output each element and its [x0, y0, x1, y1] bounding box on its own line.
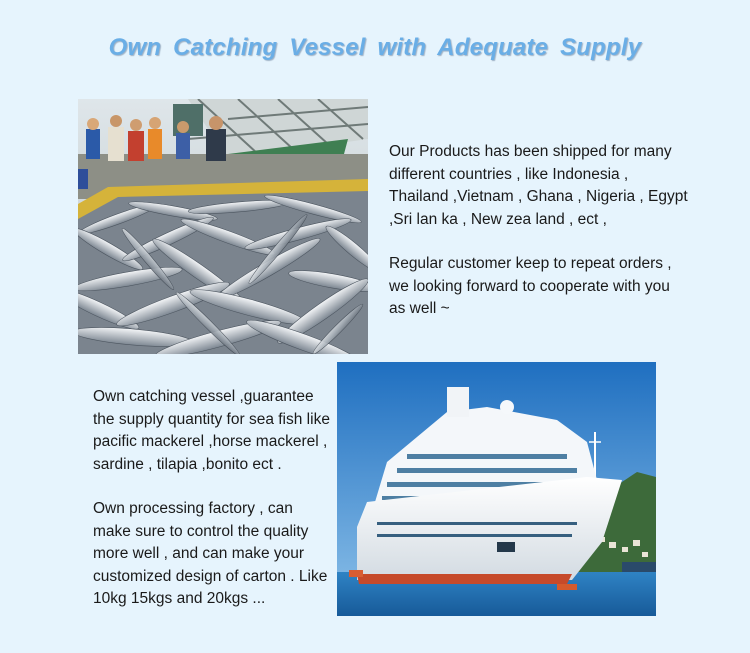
fish-catch-image [78, 99, 368, 354]
catching-vessel-paragraph: Own catching vessel ,guarantee the supply quantity for sea fish like pacific mackerel ,horse mackerel , sardine , tilapia ,bonito ect . [93, 388, 330, 473]
export-countries-paragraph: Our Products has been shipped for many different countries , like Indonesia , Thailand ,Vietnam , Ghana , Nigeria , Egypt ,Sri lan ka , New zea land , ect , [389, 143, 688, 228]
vessel-photo [337, 362, 656, 616]
page-title: Own Catching Vessel with Adequate Supply [108, 34, 642, 61]
repeat-orders-paragraph: Regular customer keep to repeat orders , we looking forward to cooperate with you as well ~ [389, 255, 672, 317]
fish-catch-photo [78, 99, 368, 354]
vessel-image [337, 362, 656, 616]
export-countries-text [389, 141, 689, 343]
processing-factory-paragraph: Own processing factory , can make sure to control the quality more well , and can make your customized design of carton . Like 10kg 15kgs and 20kgs ... [93, 500, 328, 607]
supply-description-text [93, 386, 333, 633]
